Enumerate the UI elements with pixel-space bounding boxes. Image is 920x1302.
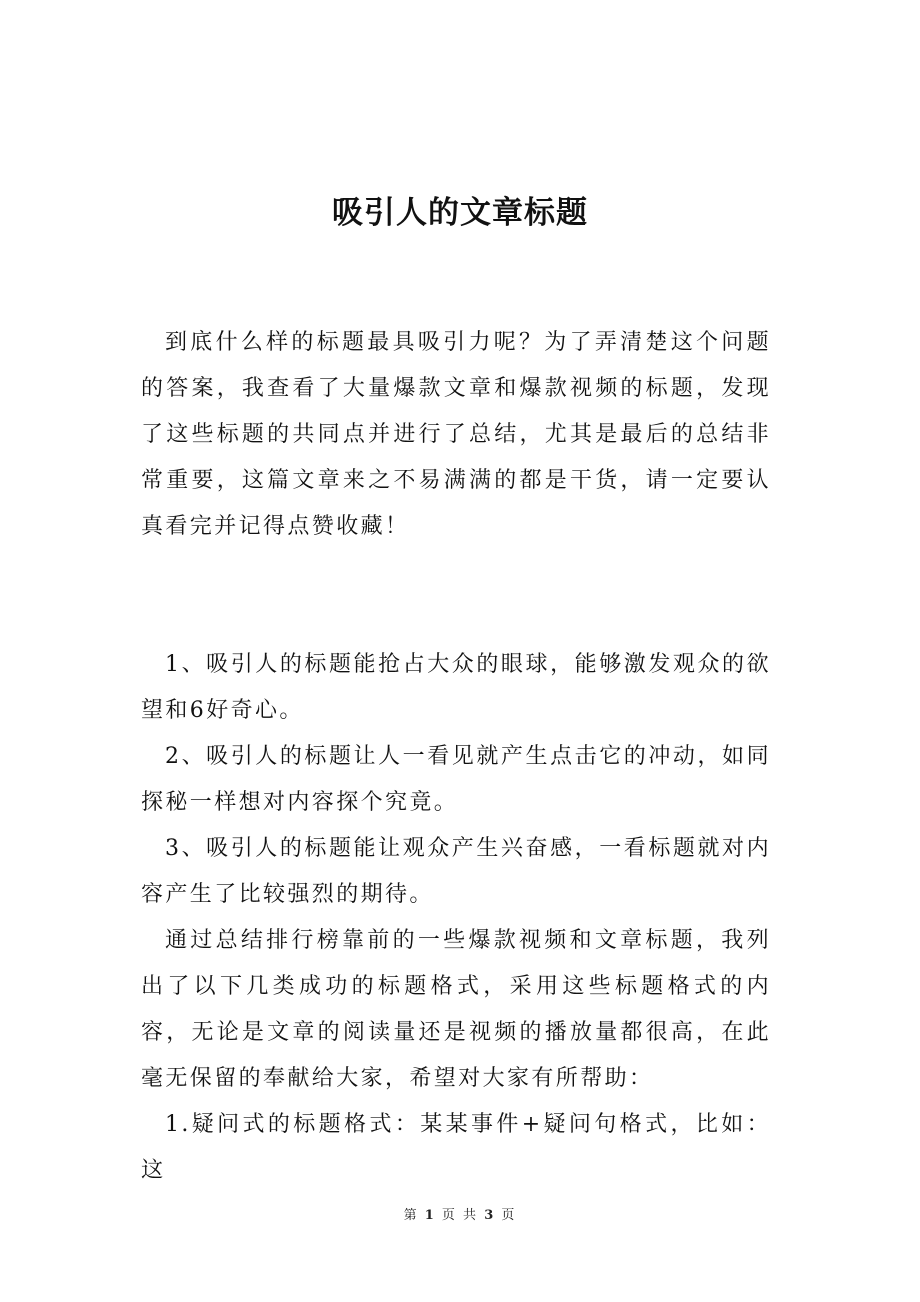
page-footer bbox=[0, 1206, 920, 1226]
footer-suffix: 页 bbox=[501, 1208, 517, 1223]
list-item-3: 3、吸引人的标题能让观众产生兴奋感，一看标题就对内容产生了比较强烈的期待。 bbox=[141, 836, 771, 907]
format-item-1: 1.疑问式的标题格式：某某事件+疑问句格式，比如：这 bbox=[141, 1112, 771, 1183]
document-body bbox=[141, 320, 771, 1194]
footer-prefix: 第 bbox=[403, 1208, 419, 1223]
intro-paragraph: 到底什么样的标题最具吸引力呢？为了弄清楚这个问题的答案，我查看了大量爆款文章和爆款视频的标题，发现了这些标题的共同点并进行了总结，尤其是最后的总结非常重要，这篇文章来之不易满满的都是干货，请一定要认真看完并记得点赞收藏！ bbox=[141, 330, 771, 539]
page-title: 吸引人的文章标题 bbox=[332, 195, 588, 231]
footer-total-pages: 3 bbox=[484, 1208, 496, 1223]
summary-paragraph: 通过总结排行榜靠前的一些爆款视频和文章标题，我列出了以下几类成功的标题格式，采用这些标题格式的内容，无论是文章的阅读量还是视频的播放量都很高，在此毫无保留的奉献给大家，希望对大家有所帮助： bbox=[141, 928, 771, 1091]
footer-middle: 页 共 bbox=[441, 1208, 479, 1223]
footer-current-page: 1 bbox=[424, 1208, 436, 1223]
paragraph-spacer bbox=[141, 550, 771, 642]
list-item-2: 2、吸引人的标题让人一看见就产生点击它的冲动，如同探秘一样想对内容探个究竟。 bbox=[141, 744, 771, 815]
list-item-1: 1、吸引人的标题能抢占大众的眼球，能够激发观众的欲望和6好奇心。 bbox=[141, 652, 771, 723]
